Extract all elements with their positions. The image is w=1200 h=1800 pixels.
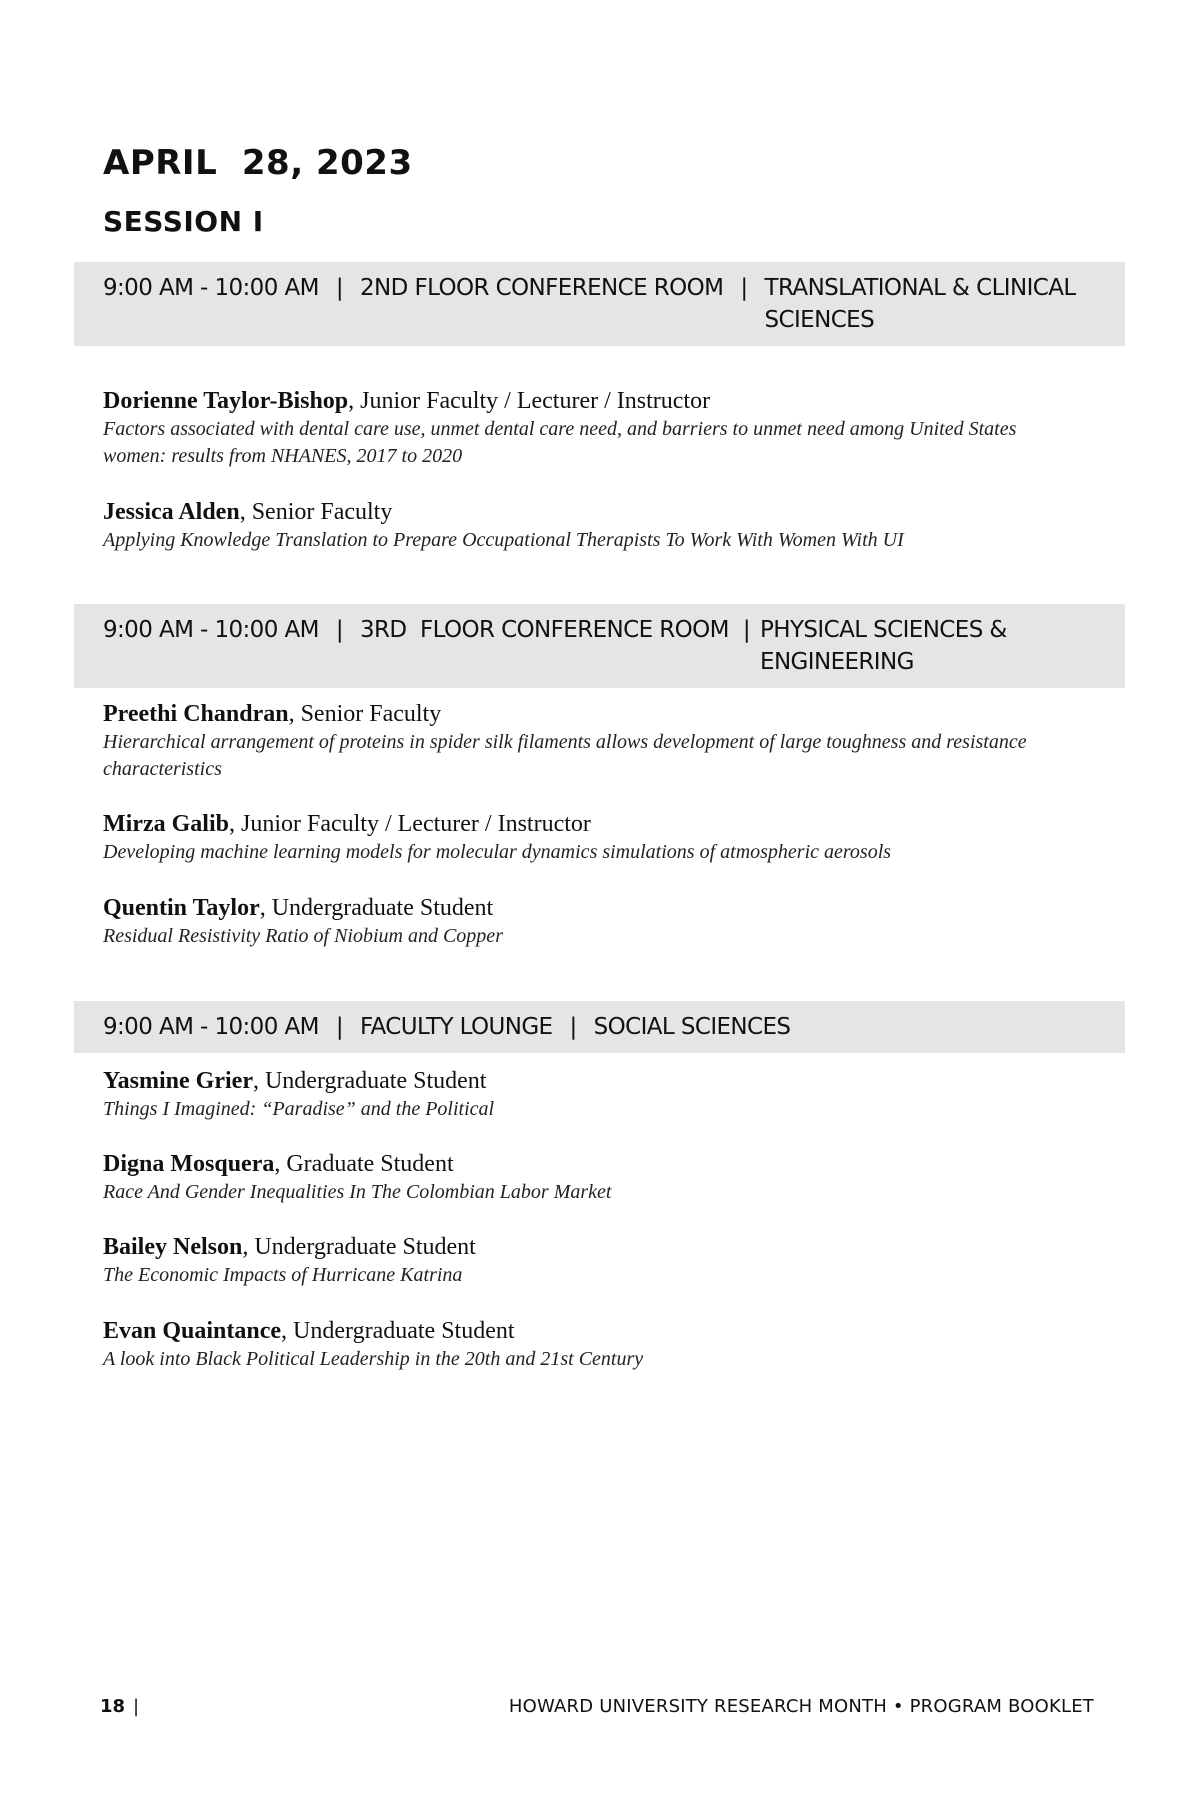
presenter-role: , Graduate Student: [274, 1151, 454, 1177]
presenter-name: Yasmine Grier: [103, 1068, 253, 1094]
presenter-entry: [103, 386, 1063, 470]
separator: |: [740, 275, 748, 301]
presentation-title: Factors associated with dental care use, unmet dental care need, and barriers to unmet need among United States women: results from NHANES, 2017 to 2020: [103, 418, 1017, 467]
presenter-role: , Senior Faculty: [288, 701, 442, 727]
session-bar-physical-sciences: [74, 604, 1125, 688]
session-heading: SESSION I: [103, 205, 264, 238]
presentation-title: Residual Resistivity Ratio of Niobium and Copper: [103, 925, 503, 947]
presenter-role: , Undergraduate Student: [252, 1068, 487, 1094]
presentation-title: Race And Gender Inequalities In The Colombian Labor Market: [103, 1181, 612, 1203]
session-room: FACULTY LOUNGE: [360, 1014, 553, 1040]
presenter-entry: [103, 893, 1063, 950]
separator: |: [335, 1014, 343, 1040]
separator: |: [569, 1014, 577, 1040]
page-date-heading: APRIL 28, 2023: [103, 143, 413, 183]
presentation-title: Developing machine learning models for molecular dynamics simulations of atmospheric aerosols: [103, 841, 892, 863]
session-topic: TRANSLATIONAL & CLINICAL SCIENCES: [764, 275, 1076, 333]
presentation-title: A look into Black Political Leadership in the 20th and 21st Century: [103, 1348, 644, 1370]
presentation-title: Things I Imagined: “Paradise” and the Political: [103, 1098, 495, 1120]
presenter-role: , Senior Faculty: [239, 499, 393, 525]
session-bar-social-sciences: [74, 1001, 1125, 1053]
session-room: 3RD FLOOR CONFERENCE ROOM: [360, 617, 729, 643]
page-footer: [0, 1696, 1200, 1726]
presenter-entry: [103, 1149, 1063, 1206]
presenter-name: Preethi Chandran: [103, 701, 289, 727]
session-time: 9:00 AM - 10:00 AM: [103, 275, 319, 301]
separator: |: [335, 617, 343, 643]
presenter-name: Quentin Taylor: [103, 895, 260, 921]
presenter-name: Dorienne Taylor-Bishop: [103, 388, 349, 414]
presenter-role: , Undergraduate Student: [259, 895, 494, 921]
separator: |: [742, 617, 751, 643]
presenter-entry: [103, 699, 1063, 783]
presenter-name: Mirza Galib: [103, 811, 229, 837]
presenter-name: Bailey Nelson: [103, 1234, 243, 1260]
booklet-title: HOWARD UNIVERSITY RESEARCH MONTH • PROGRAM BOOKLET: [508, 1696, 1094, 1717]
page-number: 18: [100, 1696, 126, 1717]
presentation-title: The Economic Impacts of Hurricane Katrina: [103, 1264, 463, 1286]
presentation-title: Hierarchical arrangement of proteins in spider silk filaments allows development of large toughness and resistance characteristics: [103, 731, 1027, 780]
presenter-name: Jessica Alden: [103, 499, 240, 525]
session-topic: PHYSICAL SCIENCES & ENGINEERING: [760, 617, 1007, 675]
presenter-role: , Undergraduate Student: [281, 1318, 515, 1344]
presenter-entry: [103, 497, 1063, 554]
presenter-role: , Junior Faculty / Lecturer / Instructor: [348, 388, 711, 414]
session-time: 9:00 AM - 10:00 AM: [103, 617, 319, 643]
presenter-entry: [103, 1066, 1063, 1123]
session-topic: SOCIAL SCIENCES: [593, 1014, 791, 1040]
separator: |: [335, 275, 343, 301]
presenter-name: Digna Mosquera: [103, 1151, 275, 1177]
footer-separator: |: [133, 1696, 140, 1717]
presenter-entry: [103, 1232, 1063, 1289]
session-room: 2ND FLOOR CONFERENCE ROOM: [360, 275, 724, 301]
presenter-name: Evan Quaintance: [103, 1318, 282, 1344]
session-time: 9:00 AM - 10:00 AM: [103, 1014, 319, 1040]
presenter-role: , Junior Faculty / Lecturer / Instructor: [228, 811, 591, 837]
presenter-role: , Undergraduate Student: [242, 1234, 476, 1260]
session-bar-translational: [74, 262, 1125, 346]
presenter-entry: [103, 809, 1063, 866]
presenter-entry: [103, 1316, 1063, 1373]
presentation-title: Applying Knowledge Translation to Prepare Occupational Therapists To Work With Women With UI: [103, 529, 904, 551]
